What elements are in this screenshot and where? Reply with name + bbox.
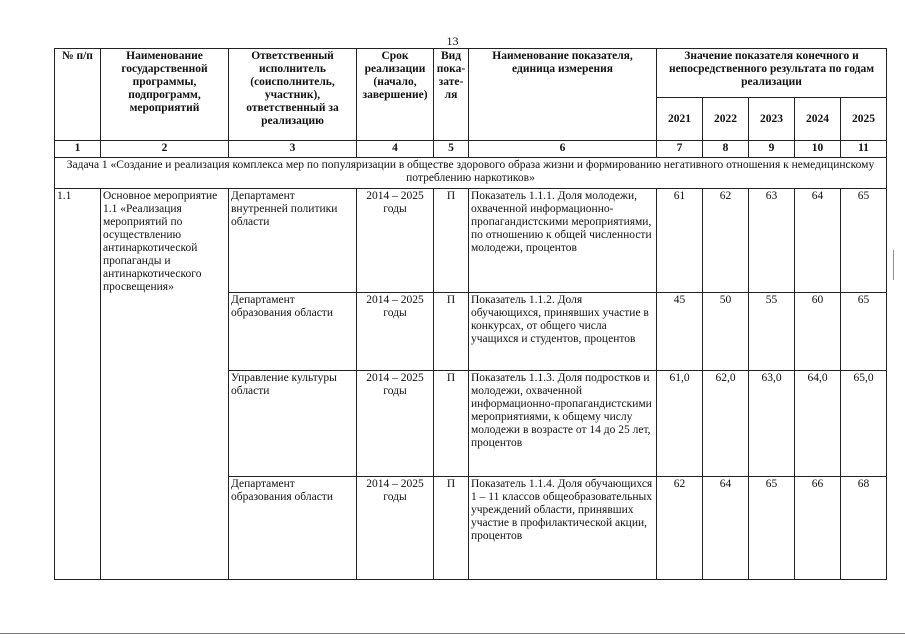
task-title: Задача 1 «Создание и реализация комплекса мер по популяризации в обществе здорового образа жизни и формированию негативного отношения к немедицинскому потреблению наркотиков»	[55, 158, 887, 189]
header-values-group: Значение показателя конечного и непосредственного результата по годам реализации	[657, 49, 887, 98]
value-cell: 62	[657, 477, 703, 580]
header-year: 2021	[657, 98, 703, 141]
value-cell: 63	[749, 189, 795, 293]
column-number: 4	[357, 141, 434, 158]
activity-number: 1.1	[55, 189, 101, 580]
value-cell: 61,0	[657, 371, 703, 477]
executor-cell: Управление культуры области	[229, 371, 357, 477]
value-cell: 62,0	[703, 371, 749, 477]
type-cell: П	[434, 477, 469, 580]
column-number: 10	[795, 141, 841, 158]
type-cell: П	[434, 189, 469, 293]
page-number: 13	[446, 34, 459, 48]
column-number-row	[55, 141, 887, 158]
header-name: Наименование государственной программы, подпрограмм, мероприятий	[101, 49, 229, 141]
value-cell: 65	[841, 293, 887, 371]
header-year: 2022	[703, 98, 749, 141]
table-row	[55, 189, 887, 293]
header-executor: Ответственный исполнитель (соисполнитель, участник), ответственный за реализацию	[229, 49, 357, 141]
header-type: Вид пока-зате-ля	[434, 49, 469, 141]
scan-border-line	[0, 633, 905, 634]
value-cell: 63,0	[749, 371, 795, 477]
indicator-cell: Показатель 1.1.3. Доля подростков и молодежи, охваченной информационно-пропагандистскими мероприятиями, к общему числу молодежи в возрасте от 14 до 25 лет, процентов	[469, 371, 657, 477]
value-cell: 64	[703, 477, 749, 580]
term-cell: 2014 – 2025 годы	[357, 293, 434, 371]
value-cell: 64,0	[795, 371, 841, 477]
term-cell: 2014 – 2025 годы	[357, 371, 434, 477]
value-cell: 68	[841, 477, 887, 580]
column-number: 1	[55, 141, 101, 158]
column-number: 9	[749, 141, 795, 158]
header-num: № п/п	[55, 49, 101, 141]
task-row	[55, 158, 887, 189]
value-cell: 64	[795, 189, 841, 293]
term-cell: 2014 – 2025 годы	[357, 189, 434, 293]
value-cell: 55	[749, 293, 795, 371]
column-number: 11	[841, 141, 887, 158]
indicators-table	[54, 48, 887, 580]
value-cell: 65	[841, 189, 887, 293]
term-cell: 2014 – 2025 годы	[357, 477, 434, 580]
value-cell: 65,0	[841, 371, 887, 477]
scan-edge-line	[893, 250, 894, 280]
header-year: 2023	[749, 98, 795, 141]
column-number: 5	[434, 141, 469, 158]
executor-cell: Департамент образования области	[229, 293, 357, 371]
executor-cell: Департамент образования области	[229, 477, 357, 580]
value-cell: 60	[795, 293, 841, 371]
column-number: 7	[657, 141, 703, 158]
header-term: Срок реализации (начало, завершение)	[357, 49, 434, 141]
column-number: 8	[703, 141, 749, 158]
executor-cell: Департамент внутренней политики области	[229, 189, 357, 293]
value-cell: 65	[749, 477, 795, 580]
indicator-cell: Показатель 1.1.2. Доля обучающихся, принявших участие в конкурсах, от общего числа учащихся и студентов, процентов	[469, 293, 657, 371]
column-number: 2	[101, 141, 229, 158]
header-year: 2024	[795, 98, 841, 141]
activity-name: Основное мероприятие 1.1 «Реализация мероприятий по осуществлению антинаркотической пропаганды и антинаркотического просвещения»	[101, 189, 229, 580]
value-cell: 62	[703, 189, 749, 293]
type-cell: П	[434, 293, 469, 371]
value-cell: 45	[657, 293, 703, 371]
indicator-cell: Показатель 1.1.4. Доля обучающихся 1 – 11 классов общеобразовательных учреждений области, принявших участие в профилактической акции, процентов	[469, 477, 657, 580]
value-cell: 50	[703, 293, 749, 371]
value-cell: 66	[795, 477, 841, 580]
value-cell: 61	[657, 189, 703, 293]
header-indicator: Наименование показателя, единица измерения	[469, 49, 657, 141]
header-year: 2025	[841, 98, 887, 141]
column-number: 6	[469, 141, 657, 158]
indicator-cell: Показатель 1.1.1. Доля молодежи, охваченной информационно-пропагандистскими мероприятиями, по отношению к общей численности молодежи, процентов	[469, 189, 657, 293]
header-row	[55, 49, 887, 98]
column-number: 3	[229, 141, 357, 158]
type-cell: П	[434, 371, 469, 477]
